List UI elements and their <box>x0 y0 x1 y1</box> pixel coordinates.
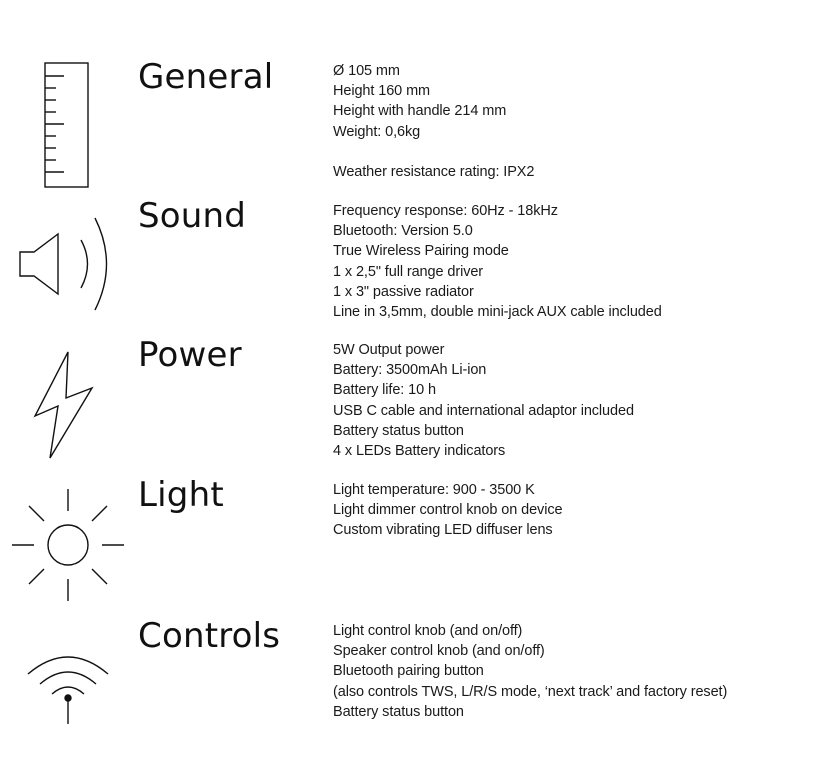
spec-line: Light temperature: 900 - 3500 K <box>333 482 535 498</box>
spec-line: Light dimmer control knob on device <box>333 502 563 519</box>
spec-line: Battery status button <box>333 422 464 439</box>
wireless-signal-icon <box>26 648 110 726</box>
spec-list-light <box>333 480 562 541</box>
spec-line: (also controls TWS, L/R/S mode, ‘next track’ and factory reset) <box>333 683 728 700</box>
spec-line: 1 x 3" passive radiator <box>333 283 474 300</box>
spec-line: Light control knob (and on/off) <box>333 623 523 639</box>
spec-line: Weight: 0,6kg <box>333 123 421 140</box>
section-title-controls: Controls <box>138 616 281 656</box>
spec-line: Height 160 mm <box>333 83 431 100</box>
spec-line: Custom vibrating LED diffuser lens <box>333 522 553 539</box>
spec-line: Height with handle 214 mm <box>333 103 507 120</box>
spec-line: Battery: 3500mAh Li-ion <box>333 362 487 379</box>
sun-icon <box>12 488 126 602</box>
spec-line: Weather resistance rating: IPX2 <box>333 163 535 180</box>
spec-list-controls <box>333 621 727 722</box>
spec-line: True Wireless Pairing mode <box>333 243 509 260</box>
section-title-general: General <box>138 57 274 97</box>
spec-line: Bluetooth pairing button <box>333 663 484 680</box>
spec-line: Bluetooth: Version 5.0 <box>333 223 473 240</box>
spec-list-general <box>333 61 534 182</box>
speaker-icon <box>18 214 110 314</box>
spec-line: Frequency response: 60Hz - 18kHz <box>333 203 558 219</box>
section-title-power: Power <box>138 335 242 375</box>
section-title-sound: Sound <box>138 196 247 236</box>
spec-line: USB C cable and international adaptor included <box>333 402 634 419</box>
spec-line: 4 x LEDs Battery indicators <box>333 443 506 460</box>
spec-line: Battery life: 10 h <box>333 382 436 399</box>
ruler-icon <box>44 62 90 190</box>
spec-line: 1 x 2,5" full range driver <box>333 263 484 280</box>
lightning-bolt-icon <box>32 350 94 460</box>
spec-line: 5W Output power <box>333 342 445 358</box>
spec-line: Speaker control knob (and on/off) <box>333 643 545 660</box>
spec-line: Ø 105 mm <box>333 63 400 79</box>
spec-list-power <box>333 340 634 461</box>
section-title-light: Light <box>138 475 224 515</box>
spec-list-sound <box>333 201 662 322</box>
spec-line: Battery status button <box>333 703 464 720</box>
spec-line: Line in 3,5mm, double mini-jack AUX cable included <box>333 304 662 321</box>
